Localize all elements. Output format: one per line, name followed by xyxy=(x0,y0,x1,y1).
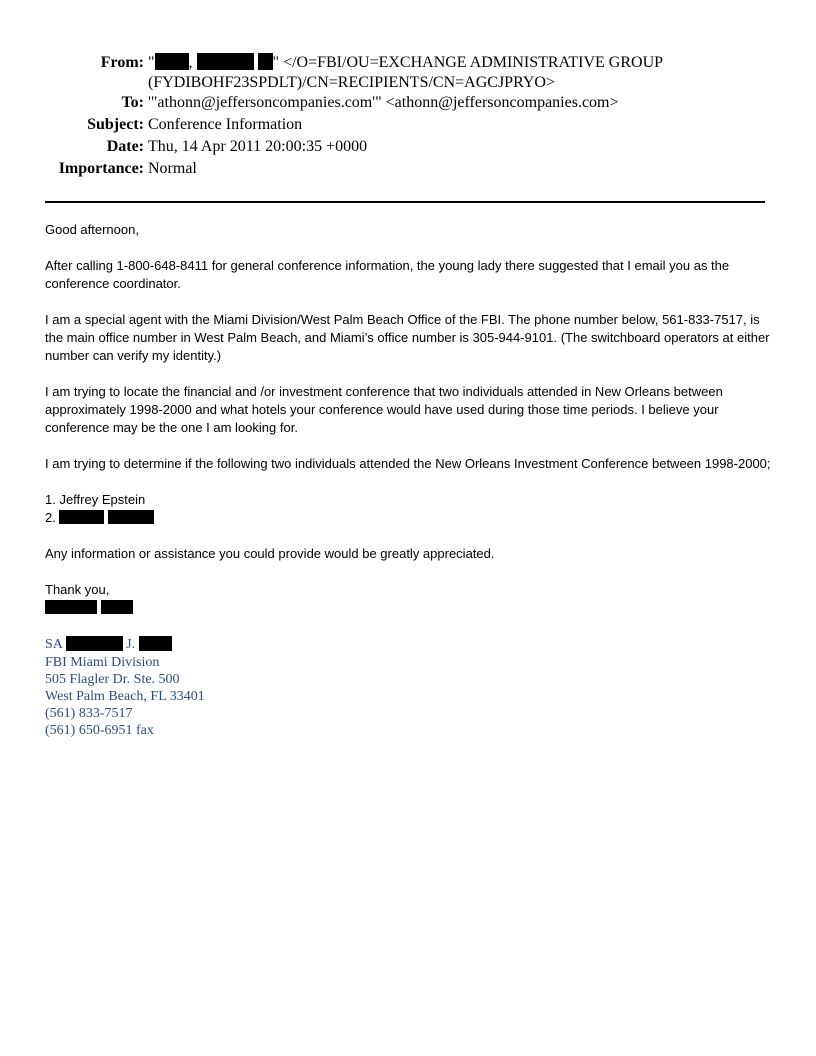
from-label: From: xyxy=(100,54,144,71)
list-item-2: 2. xyxy=(45,509,773,527)
signature-fax: (561) 650-6951 fax xyxy=(45,723,154,738)
email-paragraph-1: After calling 1-800-648-8411 for general conference information, the young lady there suggested that I email you as the conference coordinator. xyxy=(45,258,730,291)
redaction-box xyxy=(258,53,273,70)
date-value: Thu, 14 Apr 2011 20:00:35 +0000 xyxy=(148,138,368,155)
to-label: To: xyxy=(121,94,144,111)
redaction-box xyxy=(66,636,123,651)
signature-office: FBI Miami Division xyxy=(45,655,160,670)
redaction-box xyxy=(101,600,133,614)
to-value: '"athonn@jeffersoncompanies.com'" <athonn@jeffersoncompanies.com> xyxy=(148,94,619,111)
signature-city: West Palm Beach, FL 33401 xyxy=(45,689,205,704)
sender-name-redacted xyxy=(45,599,773,617)
date-label: Date: xyxy=(106,138,144,155)
from-value: " , " </O=FBI/OU=EXCHANGE ADMINISTRATIVE GROUP xyxy=(148,54,664,71)
email-paragraph-3: I am trying to locate the financial and /or investment conference that two individuals attended in New Orleans between approximately 1998-2000 and what hotels your conference would have used during those time periods. I believe your conference may be the one I am looking for. xyxy=(45,384,723,435)
email-paragraph-4: I am trying to determine if the following two individuals attended the New Orleans Investment Conference between 1998-2000; xyxy=(45,456,771,471)
from-value-continued: (FYDIBOHF23SPDLT)/CN=RECIPIENTS/CN=AGCJPRYO> xyxy=(148,74,555,91)
importance-value: Normal xyxy=(148,160,197,177)
redaction-box xyxy=(108,510,154,524)
redaction-box xyxy=(139,636,172,651)
email-closing: Thank you, xyxy=(45,582,110,597)
importance-label: Importance: xyxy=(58,160,144,177)
subject-label: Subject: xyxy=(87,116,144,133)
redaction-box xyxy=(155,53,189,70)
header-divider xyxy=(45,201,765,203)
signature-name-line: SA J. xyxy=(45,636,445,653)
redaction-box xyxy=(197,53,254,70)
email-paragraph-2: I am a special agent with the Miami Division/West Palm Beach Office of the FBI. The phone number below, 561-833-7517, is the main office number in West Palm Beach, and Miami’s office number is 305-944-9101. (The switchboard operators at either number can verify my identity.) xyxy=(45,312,770,363)
signature-street: 505 Flagler Dr. Ste. 500 xyxy=(45,672,180,687)
subject-value: Conference Information xyxy=(148,116,303,133)
redaction-box xyxy=(59,510,104,524)
list-item-1: 1. Jeffrey Epstein xyxy=(45,492,146,507)
email-paragraph-5: Any information or assistance you could provide would be greatly appreciated. xyxy=(45,546,495,561)
redaction-box xyxy=(45,600,97,614)
email-greeting: Good afternoon, xyxy=(45,222,139,237)
signature-phone: (561) 833-7517 xyxy=(45,706,133,721)
